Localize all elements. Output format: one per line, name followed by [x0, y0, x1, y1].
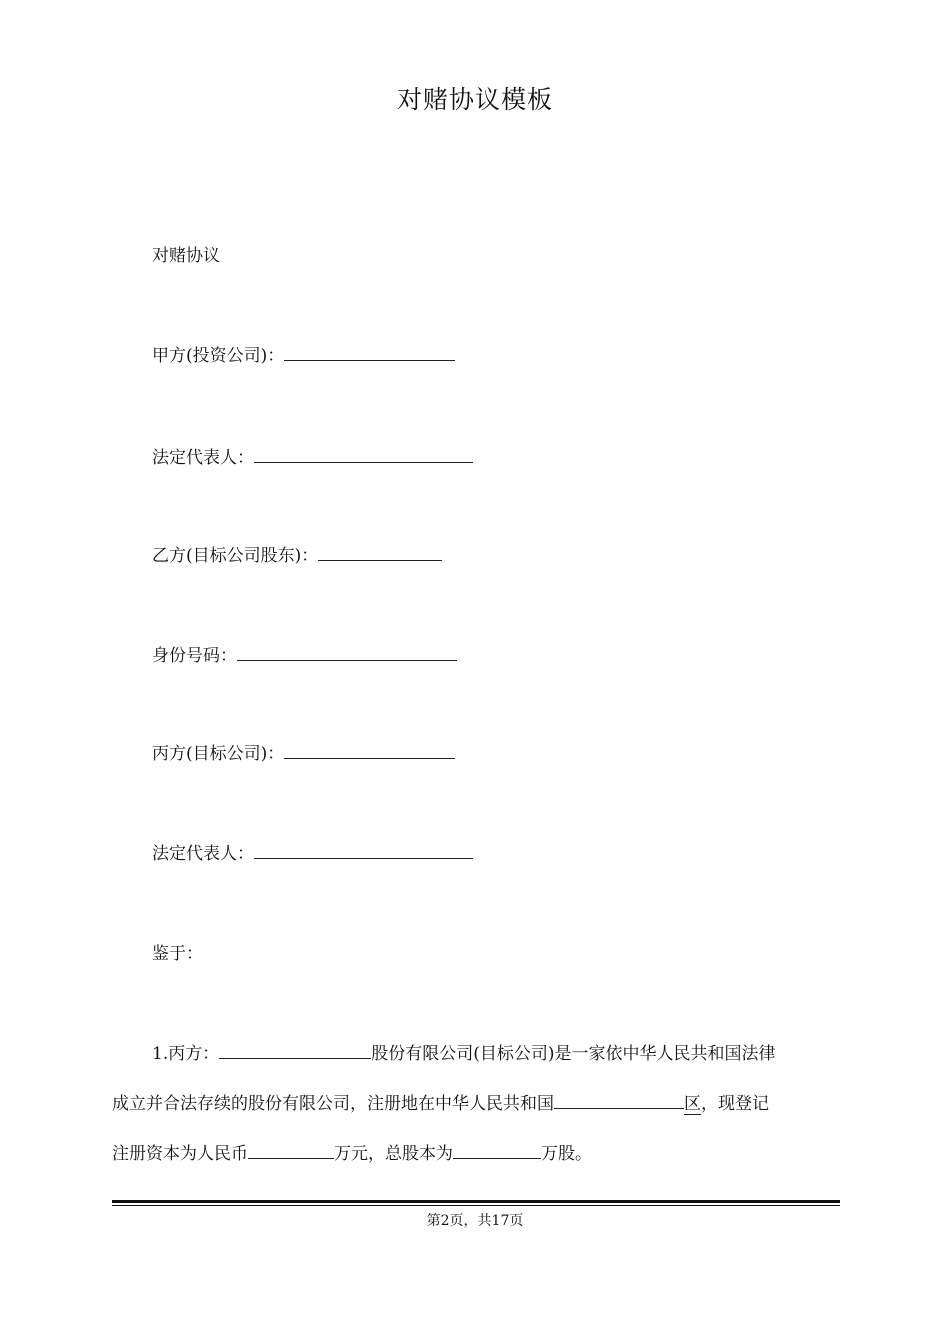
- party-b-blank[interactable]: [318, 544, 442, 561]
- party-b-field: [152, 544, 442, 568]
- party-a-label: 甲方(投资公司)：: [152, 346, 285, 366]
- clause-1-prefix: 1.丙方：: [152, 1044, 220, 1064]
- party-a-field: [152, 344, 455, 368]
- id-number-field: [152, 644, 457, 668]
- party-b-label: 乙方(目标公司股东)：: [152, 546, 319, 566]
- clause-1-line-2-text: 成立并合法存续的股份有限公司，注册地在中华人民共和国: [112, 1094, 554, 1114]
- clause-1-line-2-end: ，现登记: [701, 1094, 769, 1114]
- registered-capital-blank[interactable]: [248, 1142, 334, 1159]
- total-shares-blank[interactable]: [453, 1142, 541, 1159]
- party-c-field: [152, 742, 455, 766]
- party-c-rep-field: [152, 842, 473, 866]
- district-suffix: 区: [684, 1094, 701, 1114]
- whereas-heading: 鉴于：: [152, 944, 203, 964]
- agreement-heading: 对赌协议: [152, 246, 220, 266]
- party-c-label: 丙方(目标公司)：: [152, 744, 285, 764]
- clause-1-line-3: [112, 1142, 840, 1166]
- party-c-blank[interactable]: [284, 742, 455, 759]
- page-number: 第2页，共17页: [426, 1213, 524, 1229]
- clause-1-line-3-mid: 万元，总股本为: [334, 1144, 453, 1164]
- party-c-rep-blank[interactable]: [254, 842, 473, 859]
- id-number-label: 身份号码：: [152, 646, 237, 666]
- id-number-blank[interactable]: [237, 644, 457, 661]
- footer-divider: [112, 1200, 840, 1203]
- clause-1-line-2: [112, 1092, 840, 1116]
- party-a-rep-blank[interactable]: [254, 446, 473, 463]
- district-blank[interactable]: [554, 1092, 684, 1109]
- document-title: 对赌协议模板: [396, 85, 553, 114]
- footer-divider-thin: [112, 1205, 840, 1206]
- clause-1-line-3-text: 注册资本为人民币: [112, 1144, 248, 1164]
- party-a-rep-field: [152, 446, 473, 470]
- party-c-rep-label: 法定代表人：: [152, 844, 254, 864]
- clause-1-line-3-end: 万股。: [541, 1144, 592, 1164]
- company-name-blank[interactable]: [219, 1042, 371, 1059]
- clause-1-line-1-text: 股份有限公司(目标公司)是一家依中华人民共和国法律: [371, 1044, 776, 1064]
- clause-1-line-1: [112, 1042, 840, 1066]
- party-a-blank[interactable]: [284, 344, 455, 361]
- party-a-rep-label: 法定代表人：: [152, 448, 254, 468]
